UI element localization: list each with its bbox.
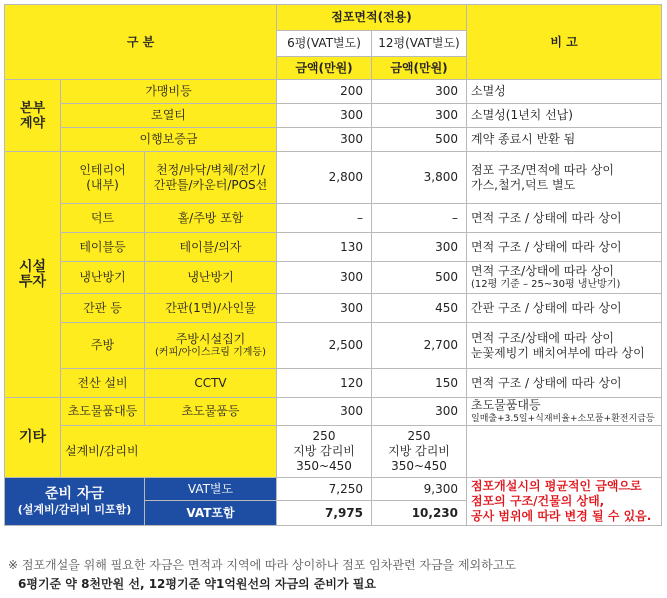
item-detail-cell [145, 323, 277, 369]
remark: 간판 구조 / 상태에 따라 상이 [467, 294, 662, 323]
value-6: 130 [277, 233, 372, 262]
value-6: – [277, 204, 372, 233]
remark: 면적 구조 / 상태에 따라 상이 [467, 369, 662, 398]
store-area-header: 점포면적(전용) [277, 5, 467, 31]
item-label: 테이블등 [61, 233, 145, 262]
item-label: 초도물품대등 [61, 398, 145, 426]
item-detail: 냉난방기 [145, 262, 277, 294]
value-6: 120 [277, 369, 372, 398]
amount-12-header: 금액(만원) [372, 57, 467, 80]
item-detail: 테이블/의자 [145, 233, 277, 262]
item-detail: 주방시설집기 [175, 332, 246, 346]
value-6: 2,500 [277, 323, 372, 369]
item-label: 인테리어 (내부) [61, 152, 145, 204]
value-12: 150 [372, 369, 467, 398]
remark-small: 일매출+3.5일+식재비율+소모품+환전지급등 [471, 414, 655, 424]
value-12: 2,700 [372, 323, 467, 369]
total-sublabel: (설계비/감리비 미포함) [17, 502, 132, 516]
remark-cell [467, 262, 662, 294]
total-label: 준비 자금 [45, 485, 104, 502]
item-detail: 홀/주방 포함 [145, 204, 277, 233]
item-label: 간판 등 [61, 294, 145, 323]
value-12: 450 [372, 294, 467, 323]
category-header: 구 분 [5, 5, 277, 80]
remark-small: (12평 기준 – 25~30평 냉난방기) [471, 279, 621, 290]
remark: 계약 종료시 반환 됨 [467, 128, 662, 152]
value-6: 2,800 [277, 152, 372, 204]
item-label: 로열티 [61, 104, 277, 128]
item-detail: 천정/바닥/벽체/전기/ 간판틀/카운터/POS선 [145, 152, 277, 204]
footnote-line-1: ※ 점포개설을 위해 필요한 자금은 면적과 지역에 따라 상이하나 점포 임차관련 자금을 제외하고도 [8, 558, 516, 572]
item-label: 이행보증금 [61, 128, 277, 152]
value-6: 200 [277, 80, 372, 104]
group-contract: 본부 계약 [5, 80, 61, 152]
remark: 면적 구조 / 상태에 따라 상이 [467, 204, 662, 233]
total-vat-excl-6: 7,250 [277, 478, 372, 501]
remark: 점포 구조/면적에 따라 상이 가스,철거,덕트 별도 [467, 152, 662, 204]
value-6: 250 지방 감리비 350~450 [277, 426, 372, 478]
item-label: 냉난방기 [61, 262, 145, 294]
group-facility: 시설 투자 [5, 152, 61, 398]
value-12: 300 [372, 233, 467, 262]
total-vat-incl-6: 7,975 [277, 501, 372, 526]
remark-cell [467, 398, 662, 426]
vat-excl-label: VAT별도 [145, 478, 277, 501]
remarks-header: 비 고 [467, 5, 662, 80]
item-label: 가맹비등 [61, 80, 277, 104]
value-12: 250 지방 감리비 350~450 [372, 426, 467, 478]
size-12-header: 12평(VAT별도) [372, 31, 467, 57]
total-vat-incl-12: 10,230 [372, 501, 467, 526]
value-6: 300 [277, 104, 372, 128]
total-note: 점포개설시의 평균적인 금액으로 점포의 구조/건물의 상태, 공사 범위에 따라 변경 될 수 있음. [467, 478, 662, 526]
footnote-line-2: 6평기준 약 8천만원 선, 12평기준 약1억원선의 자금의 준비가 필요 [18, 577, 376, 591]
vat-incl-label: VAT포함 [145, 501, 277, 526]
value-6: 300 [277, 294, 372, 323]
value-12: 300 [372, 80, 467, 104]
value-6: 300 [277, 262, 372, 294]
item-detail: CCTV [145, 369, 277, 398]
group-other: 기타 [5, 398, 61, 478]
value-6: 300 [277, 398, 372, 426]
item-detail: 초도물품등 [145, 398, 277, 426]
value-12: – [372, 204, 467, 233]
remark: 면적 구조/상태에 따라 상이 [471, 264, 614, 278]
size-6-header: 6평(VAT별도) [277, 31, 372, 57]
item-label: 주방 [61, 323, 145, 369]
value-12: 300 [372, 104, 467, 128]
total-label-cell [5, 478, 145, 526]
remark: 면적 구조 / 상태에 따라 상이 [467, 233, 662, 262]
amount-6-header: 금액(만원) [277, 57, 372, 80]
remark: 면적 구조/상태에 따라 상이 눈꽃제빙기 배치여부에 따라 상이 [467, 323, 662, 369]
remark: 소멸성(1년치 선납) [467, 104, 662, 128]
total-vat-excl-12: 9,300 [372, 478, 467, 501]
remark: 초도물품대등 [471, 398, 541, 412]
footnote [8, 556, 658, 594]
item-label: 덕트 [61, 204, 145, 233]
item-detail: 간판(1면)/사인물 [145, 294, 277, 323]
value-12: 500 [372, 262, 467, 294]
remark: 소멸성 [467, 80, 662, 104]
remark [467, 426, 662, 478]
startup-cost-table [4, 4, 662, 526]
value-12: 500 [372, 128, 467, 152]
value-12: 3,800 [372, 152, 467, 204]
value-6: 300 [277, 128, 372, 152]
value-12: 300 [372, 398, 467, 426]
item-label: 설계비/감리비 [61, 426, 277, 478]
item-label: 전산 설비 [61, 369, 145, 398]
item-detail-small: (커피/아이스크림 기계등) [155, 347, 266, 358]
